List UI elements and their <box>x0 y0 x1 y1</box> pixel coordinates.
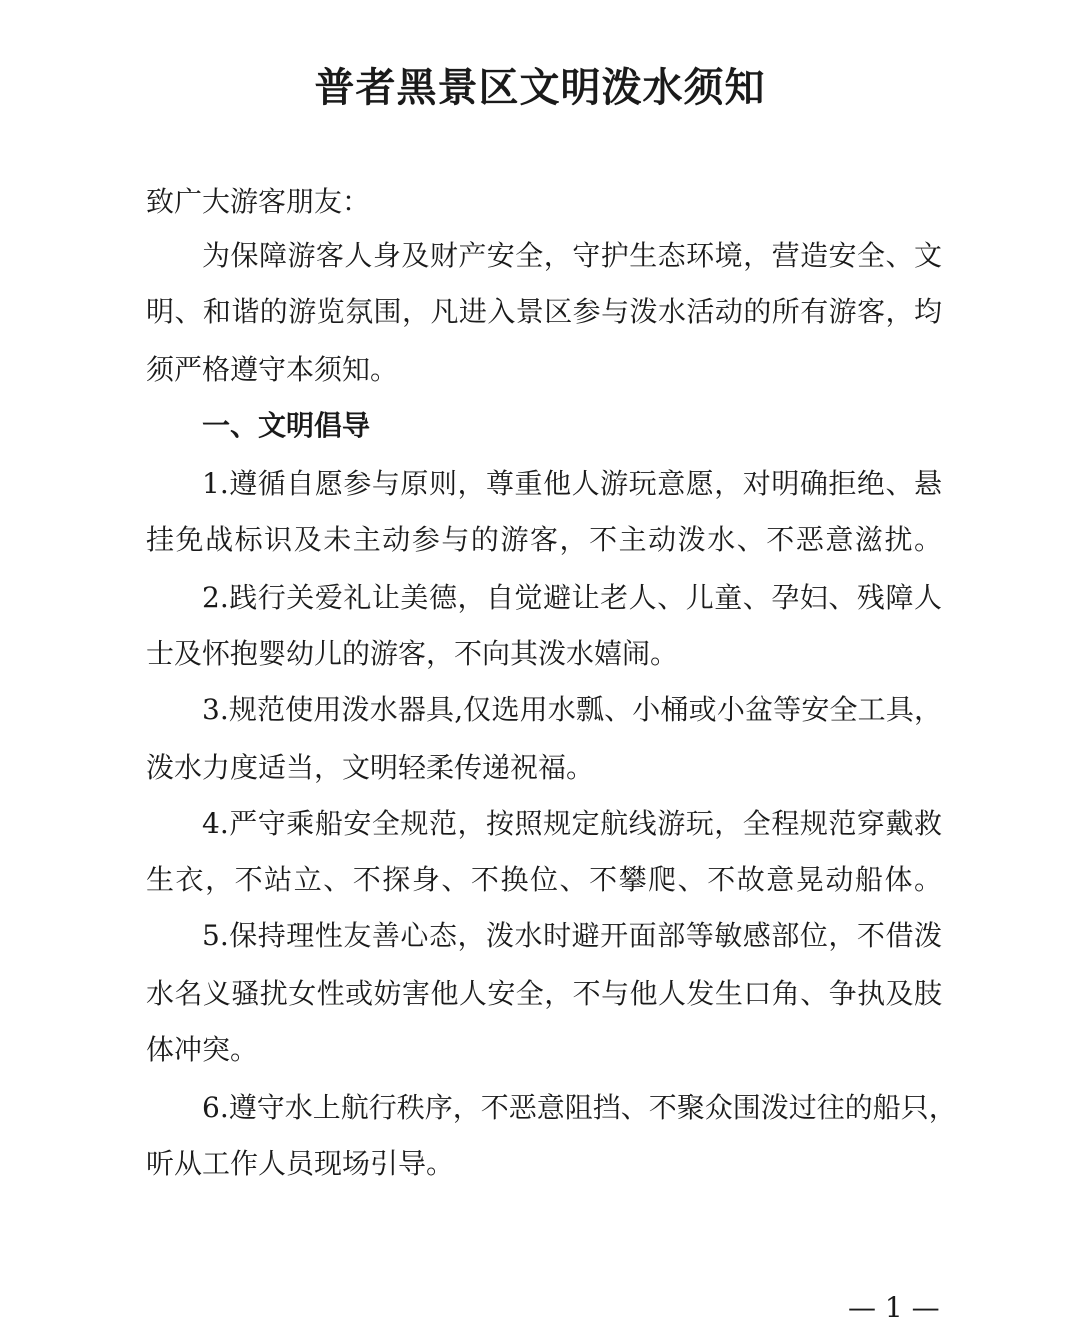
page-number: — 1 — <box>848 1291 940 1324</box>
item-6-line-2: 听从工作人员现场引导。 <box>146 1147 455 1180</box>
item-1-line-2: 挂免战标识及未主动参与的游客，不主动泼水、不恶意滋扰。 <box>146 523 942 556</box>
item-2-line-1: 2.践行关爱礼让美德，自觉避让老人、儿童、孕妇、残障人 <box>202 581 942 614</box>
section-heading: 一、文明倡导 <box>202 409 371 442</box>
item-3-line-2: 泼水力度适当，文明轻柔传递祝福。 <box>146 751 595 784</box>
item-4-line-1: 4.严守乘船安全规范，按照规定航线游玩，全程规范穿戴救 <box>202 807 942 840</box>
item-6-line-1: 6.遵守水上航行秩序，不恶意阻挡、不聚众围泼过往的船只， <box>202 1091 957 1124</box>
item-2-line-2: 士及怀抱婴幼儿的游客，不向其泼水嬉闹。 <box>146 637 679 670</box>
salutation: 致广大游客朋友： <box>146 185 371 218</box>
item-5-line-3: 体冲突。 <box>146 1033 259 1066</box>
intro-line-3: 须严格遵守本须知。 <box>146 353 399 386</box>
item-3-line-1: 3.规范使用泼水器具,仅选用水瓢、小桶或小盆等安全工具， <box>202 693 942 726</box>
document-title: 普者黑景区文明泼水须知 <box>314 64 766 111</box>
intro-line-1: 为保障游客人身及财产安全，守护生态环境，营造安全、文 <box>202 239 942 272</box>
item-5-line-2: 水名义骚扰女性或妨害他人安全，不与他人发生口角、争执及肢 <box>146 977 942 1010</box>
item-1-line-1: 1.遵循自愿参与原则，尊重他人游玩意愿，对明确拒绝、悬 <box>202 467 942 500</box>
item-5-line-1: 5.保持理性友善心态，泼水时避开面部等敏感部位，不借泼 <box>202 919 942 952</box>
item-4-line-2: 生衣，不站立、不探身、不换位、不攀爬、不故意晃动船体。 <box>146 863 942 896</box>
intro-line-2: 明、和谐的游览氛围，凡进入景区参与泼水活动的所有游客，均 <box>146 295 942 328</box>
